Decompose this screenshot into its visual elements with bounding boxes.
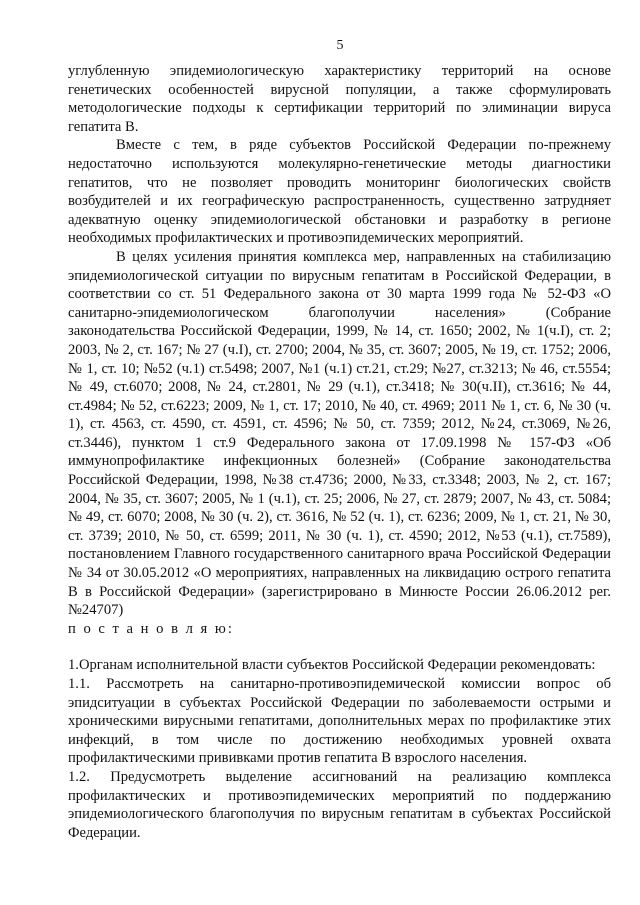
item-1: 1.Органам исполнительной власти субъектов Российской Федерации рекомендовать:	[68, 657, 596, 674]
resolve-word: п о с т а н о в л я ю:	[68, 620, 234, 637]
section-spacer	[68, 638, 611, 656]
paragraph-legal-basis: В целях усиления принятия комплекса мер, направленных на стабилизацию эпидемиологической ситуации по вирусным гепатитам в Российской Федерации, в соответствии со ст. 51 Федерального закона от 30 марта 1999 года № 52-ФЗ «О санитарно-эпидемиологическом благополучии населения» (Собрание законодательства Российской Федерации, 1999, № 14, ст. 1650; 2002, № 1(ч.I), ст. 2; 2003, № 2, ст. 167; № 27 (ч.I), ст. 2700; 2004, № 35, ст. 3607; 2005, № 19, ст. 1752; 2006, № 1, ст. 10; №52 (ч.1) ст.5498; 2007, №1 (ч.1) ст.21, ст.29; №27, ст.3213; № 46, ст.5554; № 49, ст.6070; 2008, № 24, ст.2801, № 29 (ч.1), ст.3418; № 30(ч.II), ст.3616; № 44, ст.4984; № 52, ст.6223; 2009, № 1, ст. 17; 2010, № 40, ст. 4969; 2011 № 1, ст. 6, № 30 (ч. 1), ст. 4563, ст. 4590, ст. 4591, ст. 4596; № 50, ст. 7359; 2012, №24, ст.3069, №26, ст.3446), пунктом 1 ст.9 Федерального закона от 17.09.1998 № 157-ФЗ «Об иммунопрофилактике инфекционных болезней» (Собрание законодательства Российской Федерации, 1998, №38 ст.4736; 2000, №33, ст.3348; 2003, № 2, ст. 167; 2004, № 35, ст. 3607; 2005, № 1 (ч.1), ст. 25; 2006, № 27, ст. 2879; 2007, № 43, ст. 5084; № 49, ст. 6070; 2008, № 30 (ч. 2), ст. 3616, № 52 (ч. 1), ст. 6236; 2009, № 1, ст. 21, № 30, ст. 3739; 2010, № 50, ст. 6599; 2011, № 30 (ч. 1), ст. 4590; 2012, №53 (ч.1), ст.7589), постановлением Главного государственного санитарного врача Российской Федерации № 34 от 30.05.2012 «О мероприятиях, направленных на ликвидацию острого гепатита В в Российской Федерации» (зарегистрировано в Минюсте России 26.06.2012 рег.№24707)	[68, 248, 611, 619]
page-number: 5	[336, 38, 344, 53]
item-1-1: 1.1. Рассмотреть на санитарно-противоэпидемической комиссии вопрос об эпидситуации в субъектах Российской Федерации по заболеваемости острыми и хроническими вирусными гепатитами, дополнительных мерах по профилактике этих инфекций, в том числе по достижению необходимых уровней охвата профилактическими прививками против гепатита В взрослого населения.	[68, 676, 611, 767]
paragraph-problem-statement: Вместе с тем, в ряде субъектов Российской Федерации по-прежнему недостаточно используются молекулярно-генетические методы диагностики гепатитов, что не позволяет проводить мониторинг биологических свойств возбудителей и их географическую распространенность, существенно затрудняет адекватную оценку эпидемиологической обстановки и разработку в регионе необходимых профилактических и противоэпидемических мероприятий.	[68, 137, 611, 247]
paragraph-continuation: углубленную эпидемиологическую характеристику территорий на основе генетических особенностей вирусной популяции, а также сформулировать методологические подходы к сертификации территорий по элиминации вируса гепатита В.	[68, 63, 611, 135]
document-body	[68, 62, 611, 842]
item-1-2: 1.2. Предусмотреть выделение ассигнований на реализацию комплекса профилактических и противоэпидемических мероприятий по поддержанию эпидемиологического благополучия по вирусным гепатитам в субъектах Российской Федерации.	[68, 768, 611, 841]
